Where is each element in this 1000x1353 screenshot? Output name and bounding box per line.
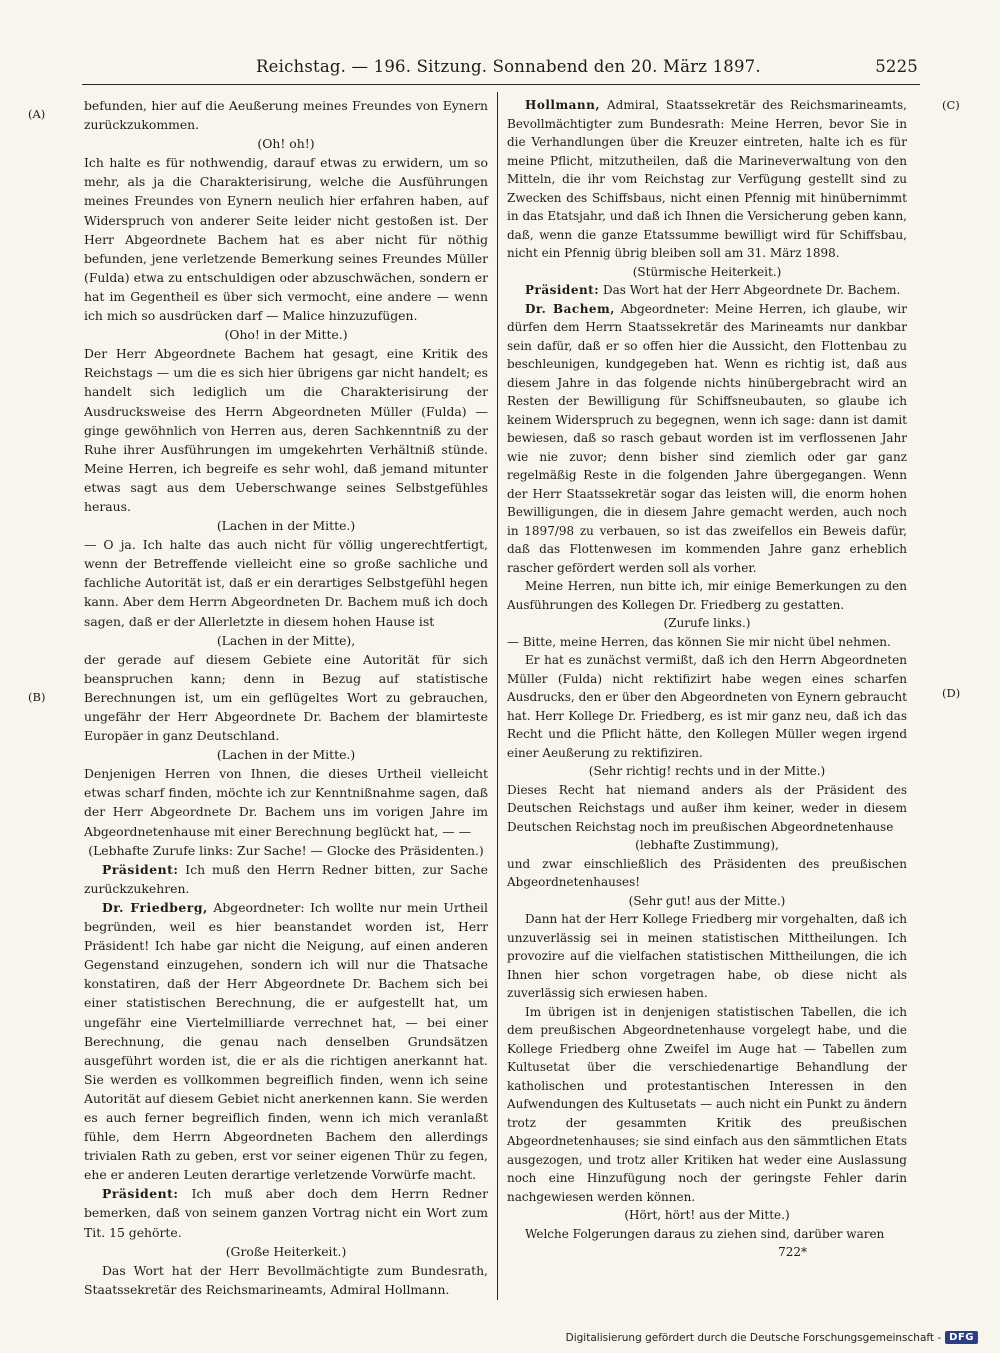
interjection: (Zurufe links.): [663, 616, 751, 630]
left-column: [84, 96, 488, 1299]
paragraph: Das Wort hat der Herr Bevollmächtigte zum Bundesrath, Staatssekretär des Reichsmarineamts, Admiral Hollmann.: [84, 1262, 488, 1297]
margin-mark-a: (A): [28, 107, 46, 121]
speaker-paragraph: Dr. Friedberg, Abgeordneter: Ich wollte nur mein Urtheil begründen, weil es hier beanstandet worden ist, Herr Präsident! Ich habe gar nicht die Neigung, auf einen anderen Gegenstand einzugehen, sondern ich will nur die Thatsache konstatiren, daß der Herr Abgeordnete Dr. Bachem sich bei einer statistischen Berechnung, die er aufgestellt hat, um ungefähr eine Viertelmilliarde verrechnet hat, — bei einer Berechnung, die genau nach denselben Grundsätzen ausgeführt worden ist, die er als die richtigen anerkannt hat. Sie werden es vollkommen begreiflich finden, wenn ich seine Autorität auf diesem Gebiet nicht anerkennen kann. Sie werden es auch ferner begreiflich finden, wenn ich mich veranlaßt fühle, dem Herrn Abgeordneten Bachem den allerdings trivialen Rath zu geben, erst vor seiner eigenen Thür zu fegen, ehe er anderen Leuten derartige verletzende Vorwürfe macht.: [84, 899, 488, 1183]
interjection: (Sehr richtig! rechts und in der Mitte.): [588, 764, 826, 778]
speaker-paragraph: Hollmann, Admiral, Staatssekretär des Reichsmarineamts, Bevollmächtigter zum Bundesrath: Meine Herren, bevor Sie in die Verhandlungen über die Kreuzer eintreten, halte ich es für meine Pflicht, mitzutheilen, daß die Marineverwaltung von den Mitteln, die ihr vom Reichstag zur Verfügung gestellt sind zu Zwecken des Schiffsbaus, nicht einen Pfennig mit hinübernimmt in das Etatsjahr, und daß ich Ihnen die Versicherung geben kann, daß, wenn die ganze Etatssumme bewilligt wird für Schiffsbau, nicht ein Pfennig übrig bleiben soll am 31. März 1898.: [507, 98, 907, 260]
signature-mark: 722*: [778, 1245, 807, 1259]
header-rule: [82, 84, 920, 85]
interjection: (Hört, hört! aus der Mitte.): [624, 1208, 790, 1222]
paragraph: Dieses Recht hat niemand anders als der Präsident des Deutschen Reichstags und außer ihm keiner, weder in diesem Deutschen Reichstag noch im preußischen Abgeordnetenhause: [507, 782, 907, 834]
speaker-name: Dr. Friedberg,: [102, 899, 208, 915]
running-title: Reichstag. — 196. Sitzung. Sonnabend den 20. März 1897.: [256, 57, 761, 76]
paragraph: Welche Folgerungen daraus zu ziehen sind, darüber waren: [525, 1226, 885, 1241]
interjection: (Oho! in der Mitte.): [224, 327, 348, 343]
paragraph: — O ja. Ich halte das auch nicht für völlig ungerechtfertigt, wenn der Betreffende vielleicht eine so große sachliche und fachliche Autorität ist, daß er ein derartiges Selbstgefühl hegen kann. Aber dem Herrn Abgeordneten Dr. Bachem muß ich doch sagen, daß er der Allerletzte in diesem hohen Hause ist: [84, 537, 488, 629]
paragraph: Meine Herren, nun bitte ich, mir einige Bemerkungen zu den Ausführungen des Kollegen Dr. Friedberg zu gestatten.: [507, 579, 907, 612]
interjection: (Lachen in der Mitte.): [216, 747, 356, 763]
interjection: (Oh! oh!): [257, 136, 315, 152]
speaker-paragraph: Dr. Bachem, Abgeordneter: Meine Herren, ich glaube, wir dürfen dem Herrn Staatssekretär des Marineamts nur dankbar sein dafür, daß er so offen hier die Aussicht, den Flottenbau zu beschleunigen, kundgegeben hat. Wenn es richtig ist, daß aus diesem Jahre in das folgende nichts hinübergebracht wird an Resten der Bewilligung für Schiffsneubauten, so glaube ich keinem Widerspruch zu begegnen, wenn ich sage: dann ist damit bewiesen, daß so rasch gebaut worden ist im verflossenen Jahr wie nie zuvor; denn bisher sind ziemlich oder gar ganz regelmäßig Reste in die folgenden Jahre übergegangen. Wenn der Herr Staatssekretär sogar das leisten will, die enorm hohen Bewilligungen, die in diesem Jahre gemacht werden, auch noch in 1897/98 zu verbauen, so ist das zweifellos ein Beweis dafür, daß das Flottenwesen im kommenden Jahre ganz erheblich rascher gefördert werden soll als vorher.: [507, 301, 907, 575]
paragraph: Der Herr Abgeordnete Bachem hat gesagt, eine Kritik des Reichstags — um die es sich hier übrigens gar nicht handelt; es handelt sich lediglich um die Charakterisirung der Ausdrucksweise des Herrn Abgeordneten Müller (Fulda) — ginge gewöhnlich von Herren aus, deren Sachkenntniß zu der Ruhe ihrer Ausführungen im umgekehrten Verhältniß stünde. Meine Herren, ich begreife es sehr wohl, daß jemand mitunter etwas sagt aus dem Ueberschwange seines Selbstgefühles heraus.: [84, 346, 488, 514]
paragraph: — Bitte, meine Herren, das können Sie mir nicht übel nehmen.: [507, 634, 891, 649]
margin-mark-b: (B): [28, 690, 46, 704]
paragraph: Er hat es zunächst vermißt, daß ich den Herrn Abgeordneten Müller (Fulda) nicht rektifizirt habe wegen eines scharfen Ausdrucks, den er über den Abgeordneten von Eynern gebraucht hat. Herr Kollege Dr. Friedberg, es ist mir ganz neu, daß ich das Recht und die Pflicht hätte, den Kollegen Müller wegen irgend einer Aeußerung zu rektifiziren.: [507, 653, 907, 760]
speaker-paragraph: Präsident: Das Wort hat der Herr Abgeordnete Dr. Bachem.: [525, 283, 901, 297]
interjection: (Große Heiterkeit.): [225, 1243, 347, 1259]
footer-text: Digitalisierung gefördert durch die Deutsche Forschungsgemeinschaft -: [565, 1331, 942, 1344]
interjection: (Sehr gut! aus der Mitte.): [628, 893, 786, 908]
footer-credit: [566, 1331, 978, 1344]
interjection: (Lebhafte Zurufe links: Zur Sache! — Glocke des Präsidenten.): [88, 842, 484, 858]
speaker-name: Präsident:: [525, 283, 600, 297]
right-column: [507, 96, 907, 1262]
paragraph: Dann hat der Herr Kollege Friedberg mir vorgehalten, daß ich unzuverlässig sei in meinen statistischen Mittheilungen. Ich provozire auf die vielfachen statistischen Mittheilungen, die ich Ihnen hier schon vorgetragen habe, ob diese nicht als zuverlässig sich erwiesen haben.: [507, 912, 907, 1000]
paragraph: Denjenigen Herren von Ihnen, die dieses Urtheil vielleicht etwas scharf finden, möchte ich zur Kenntnißnahme sagen, daß der Herr Abgeordnete Dr. Bachem uns im vorigen Jahre im Abgeordnetenhause mit einer Berechnung beglückt hat, — —: [84, 766, 488, 839]
speaker-name: Präsident:: [102, 861, 179, 877]
paragraph: der gerade auf diesem Gebiete eine Autorität für sich beanspruchen kann; denn in Bezug auf statistische Berechnungen ist, um ein geflügeltes Wort zu gebrauchen, ungefähr der Herr Abgeordnete Dr. Bachem der blamirteste Europäer in ganz Deutschland.: [84, 651, 488, 744]
interjection: (Lachen in der Mitte.): [216, 518, 356, 534]
paragraph: Ich halte es für nothwendig, darauf etwas zu erwidern, um so mehr, als ja die Charakterisirung, welche die Ausführungen meines Freundes von Eynern neulich hier erfahren haben, auf Widerspruch von anderer Seite leider nicht gestoßen ist. Der Herr Abgeordnete Bachem hat es aber nicht für nöthig befunden, jene verletzende Bemerkung seines Freundes Müller (Fulda) etwa zu entschuldigen oder abzuschwächen, sondern er hat im Gegentheil es über sich vermocht, eine andere — wenn ich mich so ausdrücken darf — Malice hinzuzufügen.: [84, 155, 488, 324]
column-rule: [497, 92, 498, 1300]
paragraph: befunden, hier auf die Aeußerung meines Freundes von Eynern zurückzukommen.: [84, 98, 488, 133]
interjection: (Stürmische Heiterkeit.): [632, 264, 782, 279]
speaker-name: Präsident:: [102, 1186, 179, 1202]
paragraph: und zwar einschließlich des Präsidenten des preußischen Abgeordnetenhauses!: [507, 856, 907, 889]
interjection: (Lachen in der Mitte),: [216, 632, 356, 648]
page-number: 5225: [875, 57, 918, 76]
margin-mark-d: (D): [942, 686, 961, 700]
page-header: [20, 57, 918, 81]
speaker-name: Dr. Bachem,: [525, 301, 615, 316]
speaker-paragraph: Präsident: Ich muß aber doch dem Herrn Redner bemerken, daß von seinem ganzen Vortrag nicht ein Wort zum Tit. 15 gehörte.: [84, 1186, 488, 1240]
interjection: (lebhafte Zustimmung),: [635, 838, 779, 852]
paragraph: Im übrigen ist in denjenigen statistischen Tabellen, die ich dem preußischen Abgeordnetenhause vorgelegt habe, und die Kollege Friedberg ohne Zweifel im Auge hat — Tabellen zum Kultusetat über die verschiedenartige Behandlung der katholischen und protestantischen Interessen in den Aufwendungen des Kultusetats — auch nicht ein Punkt zu ändern trotz der gesammten Kritik des preußischen Abgeordnetenhauses; sie sind einfach aus den sämmtlichen Etats ausgezogen, und trotz aller Kritiken hat weder eine Auslassung noch eine Hinzufügung noch der geringste Fehler darin nachgewiesen werden können.: [507, 1004, 907, 1204]
margin-mark-c: (C): [942, 98, 960, 112]
dfg-logo: DFG: [945, 1331, 978, 1344]
speaker-paragraph: Präsident: Ich muß den Herrn Redner bitten, zur Sache zurückzukehren.: [84, 861, 488, 896]
speaker-name: Hollmann,: [525, 98, 601, 112]
